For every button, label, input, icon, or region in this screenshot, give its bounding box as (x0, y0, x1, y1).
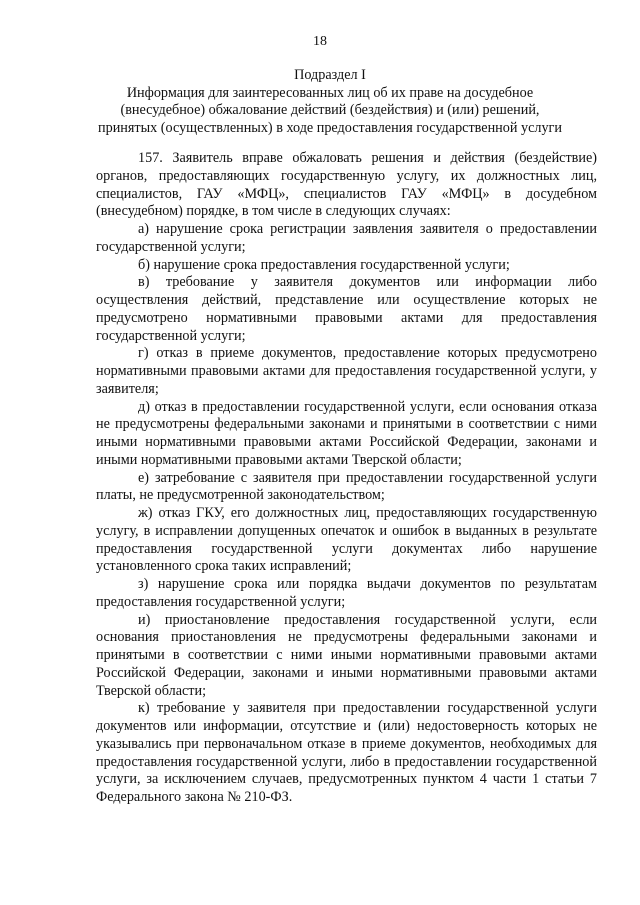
subsection-subtitle-line: принятых (осуществленных) в ходе предоставления государственной услуги (98, 119, 562, 136)
list-item-k: к) требование у заявителя при предоставлении государственной услуги документов или информации, отсутствие и (или) недостоверность которых не указывались при первоначальном отказе в приеме документов, необходимых для предоставления государственной услуги, либо в предоставлении государственной услуги, за исключением случаев, предусмотренных пунктом 4 части 1 статьи 7 Федерального закона № 210-ФЗ. (96, 700, 597, 805)
paragraph-157: 157. Заявитель вправе обжаловать решения и действия (бездействие) органов, предоставляющих государственную услугу, их должностных лиц, специалистов, ГАУ «МФЦ», специалистов ГАУ «МФЦ» в досудебном (внесудебном) порядке, в том числе в следующих случаях: (96, 150, 597, 220)
subsection-heading (96, 67, 564, 137)
list-item-zh: ж) отказ ГКУ, его должностных лиц, предоставляющих государственную услугу, в исправлении допущенных опечаток и ошибок в выданных в результате предоставления государственной услуги документах либо нарушение установленного срока таких исправлений; (96, 505, 597, 575)
list-item-d: д) отказ в предоставлении государственной услуги, если основания отказа не предусмотрены федеральными законами и принятыми в соответствии с ними иными нормативными правовыми актами Российской Федерации, законами и иными нормативными правовыми актами Тверской области; (96, 398, 597, 468)
list-item-e: е) затребование с заявителя при предоставлении государственной услуги платы, не предусмотренной законодательством; (96, 469, 597, 504)
list-item-i: и) приостановление предоставления государственной услуги, если основания приостановления не предусмотрены федеральными законами и принятыми в соответствии с ними иными нормативными правовыми актами Российской Федерации, законами и иными нормативными правовыми актами Тверской области; (96, 611, 597, 699)
list-item-g: г) отказ в приеме документов, предоставление которых предусмотрено нормативными правовыми актами для предоставления государственной услуги, у заявителя; (96, 345, 597, 397)
document-body (96, 150, 597, 807)
list-item-z: з) нарушение срока или порядка выдачи документов по результатам предоставления государственной услуги; (96, 576, 597, 610)
list-item-v: в) требование у заявителя документов или информации либо осуществления действий, представление или осуществление которых не предусмотрено нормативными правовыми актами для предоставления государственной услуги; (96, 274, 597, 344)
list-item-b: б) нарушение срока предоставления государственной услуги; (138, 256, 510, 273)
subsection-subtitle-line: Информация для заинтересованных лиц об их праве на досудебное (126, 84, 534, 101)
page-number: 18 (313, 34, 327, 49)
list-item-a: а) нарушение срока регистрации заявления заявителя о предоставлении государственной услуги; (96, 221, 597, 255)
subsection-subtitle-line: (внесудебное) обжалование действий (бездействия) и (или) решений, (120, 102, 540, 119)
subsection-title: Подраздел I (294, 67, 366, 83)
